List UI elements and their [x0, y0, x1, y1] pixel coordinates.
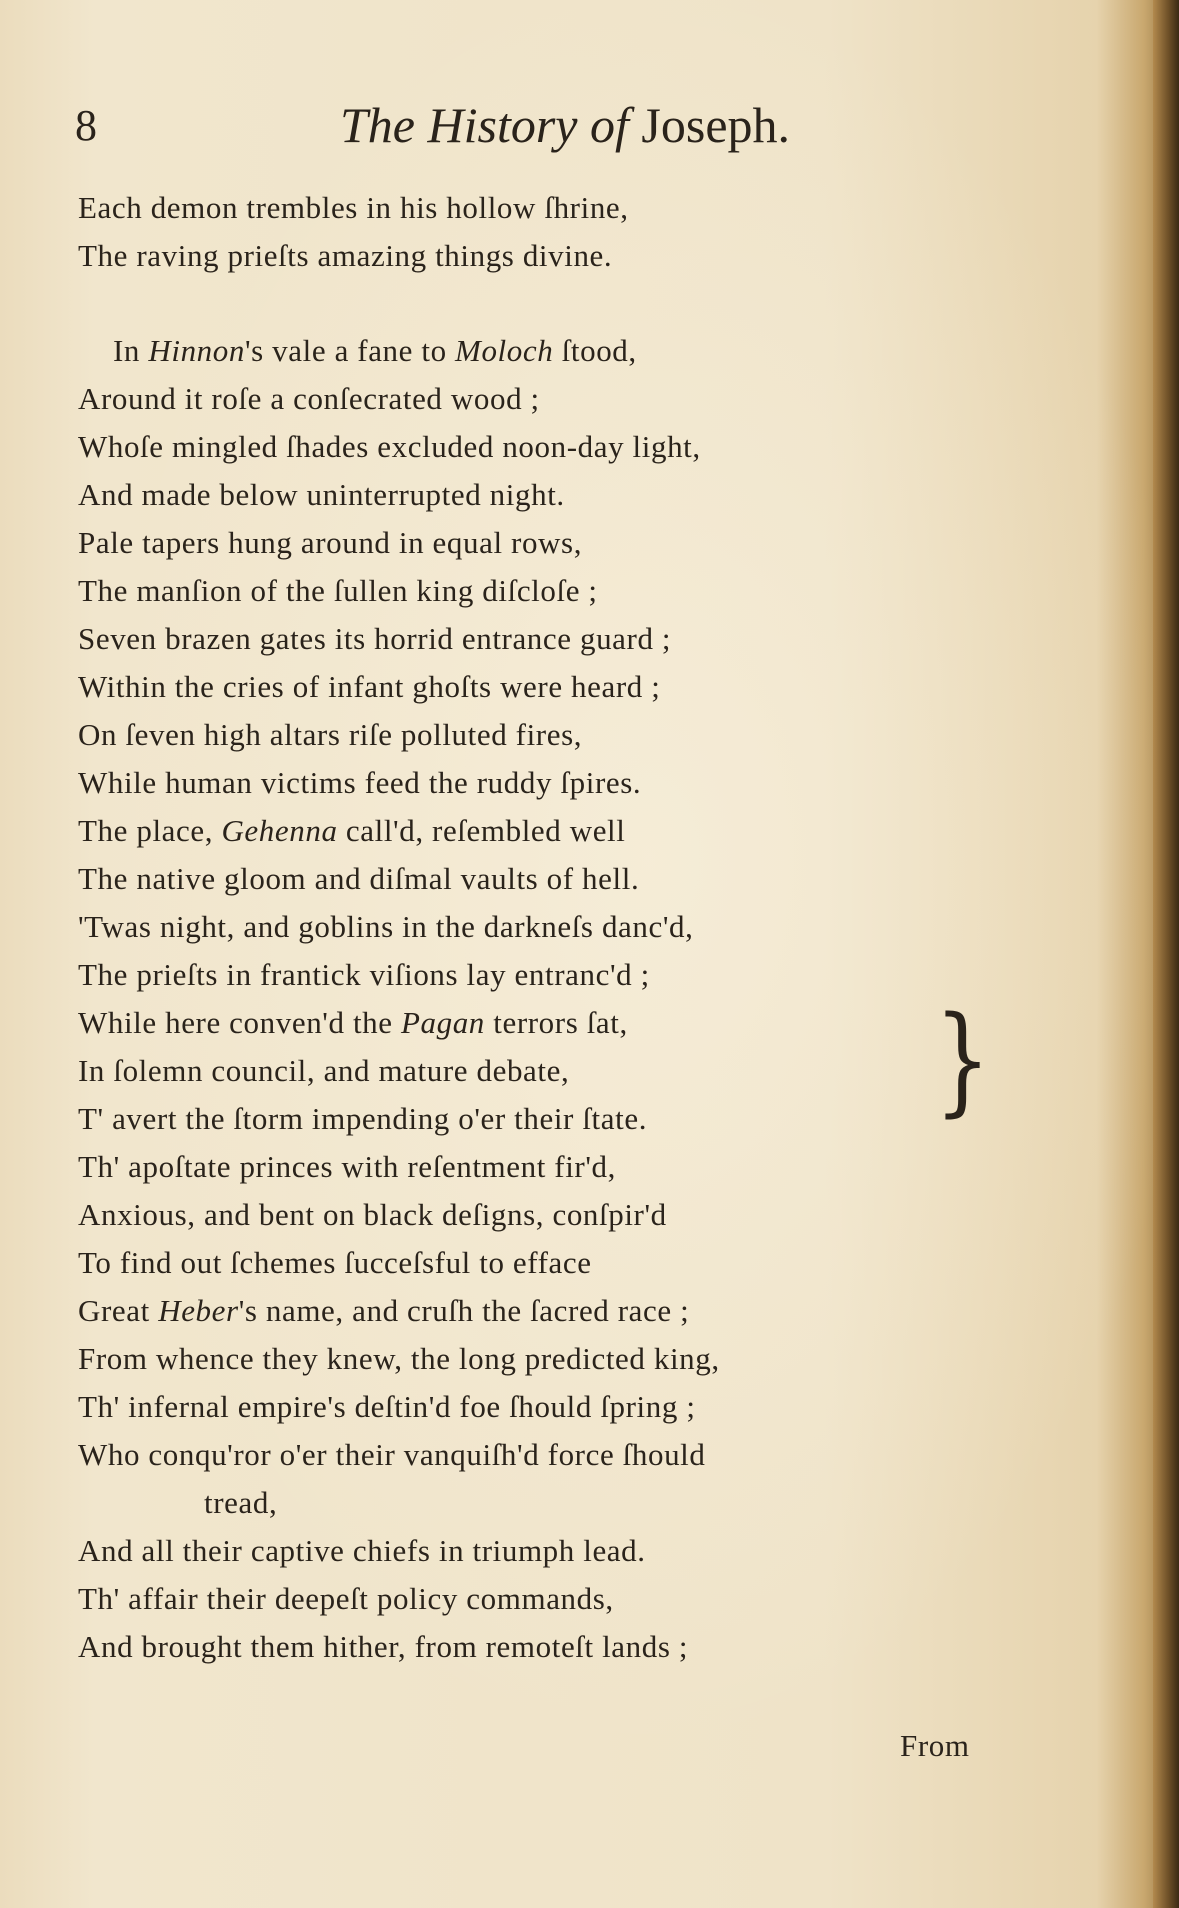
verse-line: Th' infernal empire's deſtin'd foe ſhould ſpring ; [78, 1389, 696, 1424]
verse-line: The native gloom and diſmal vaults of hell. [78, 861, 640, 896]
verse-line: The prieſts in frantick viſions lay entranc'd ; [78, 957, 650, 992]
verse-line: Who conqu'ror o'er their vanquiſh'd force ſhould [78, 1437, 706, 1472]
verse-line: While here conven'd the Pagan terrors ſat, [78, 1005, 628, 1040]
verse-line: And made below uninterrupted night. [78, 477, 565, 512]
italic-name: Heber [158, 1293, 239, 1328]
verse-line: Great Heber's name, and cruſh the ſacred race ; [78, 1293, 690, 1328]
running-title-roman: Joseph. [641, 97, 791, 153]
verse-line: The manſion of the ſullen king diſcloſe ; [78, 573, 598, 608]
verse-line: On ſeven high altars riſe polluted fires, [78, 717, 583, 752]
verse-line: In Hinnon's vale a fane to Moloch ſtood, [113, 333, 637, 368]
verse-line: The raving prieſts amazing things divine. [78, 238, 613, 273]
poem-body [78, 184, 1038, 1671]
running-title-italic: The History of [340, 97, 629, 153]
triplet-brace: } [934, 990, 991, 1128]
verse-line: While human victims feed the ruddy ſpires. [78, 765, 642, 800]
verse-line: Anxious, and bent on black deſigns, conſpir'd [78, 1197, 667, 1232]
italic-name: Gehenna [221, 813, 338, 848]
verse-line: Th' affair their deepeſt policy commands, [78, 1581, 614, 1616]
verse-line: The place, Gehenna call'd, reſembled well [78, 813, 626, 848]
verse-line: And all their captive chiefs in triumph lead. [78, 1533, 646, 1568]
verse-line: In ſolemn council, and mature debate, [78, 1053, 570, 1088]
verse-line: Around it roſe a conſecrated wood ; [78, 381, 540, 416]
verse-line: Th' apoſtate princes with reſentment fir'd, [78, 1149, 616, 1184]
verse-line: T' avert the ſtorm impending o'er their ſtate. [78, 1101, 648, 1136]
verse-line: Pale tapers hung around in equal rows, [78, 525, 583, 560]
verse-line: From whence they knew, the long predicted king, [78, 1341, 720, 1376]
verse-line: And brought them hither, from remoteſt lands ; [78, 1629, 689, 1664]
italic-name: Hinnon [148, 333, 245, 368]
verse-line: Each demon trembles in his hollow ſhrine, [78, 190, 629, 225]
running-title [340, 96, 790, 154]
verse-line: Within the cries of infant ghoſts were heard ; [78, 669, 661, 704]
italic-name: Moloch [455, 333, 554, 368]
verse-line: Seven brazen gates its horrid entrance guard ; [78, 621, 672, 656]
running-header [75, 92, 1075, 162]
verse-line: Whoſe mingled ſhades excluded noon-day light, [78, 429, 701, 464]
verse-line: 'Twas night, and goblins in the darkneſs danc'd, [78, 909, 694, 944]
page-number: 8 [75, 101, 98, 150]
stanza-gap [78, 280, 1038, 327]
verse-line: To find out ſchemes ſucceſsful to efface [78, 1245, 592, 1280]
italic-name: Pagan [400, 1005, 485, 1040]
catchword: From [900, 1728, 970, 1763]
verse-turnover: tread, [204, 1485, 278, 1520]
page-edge-shadow [1153, 0, 1179, 1908]
